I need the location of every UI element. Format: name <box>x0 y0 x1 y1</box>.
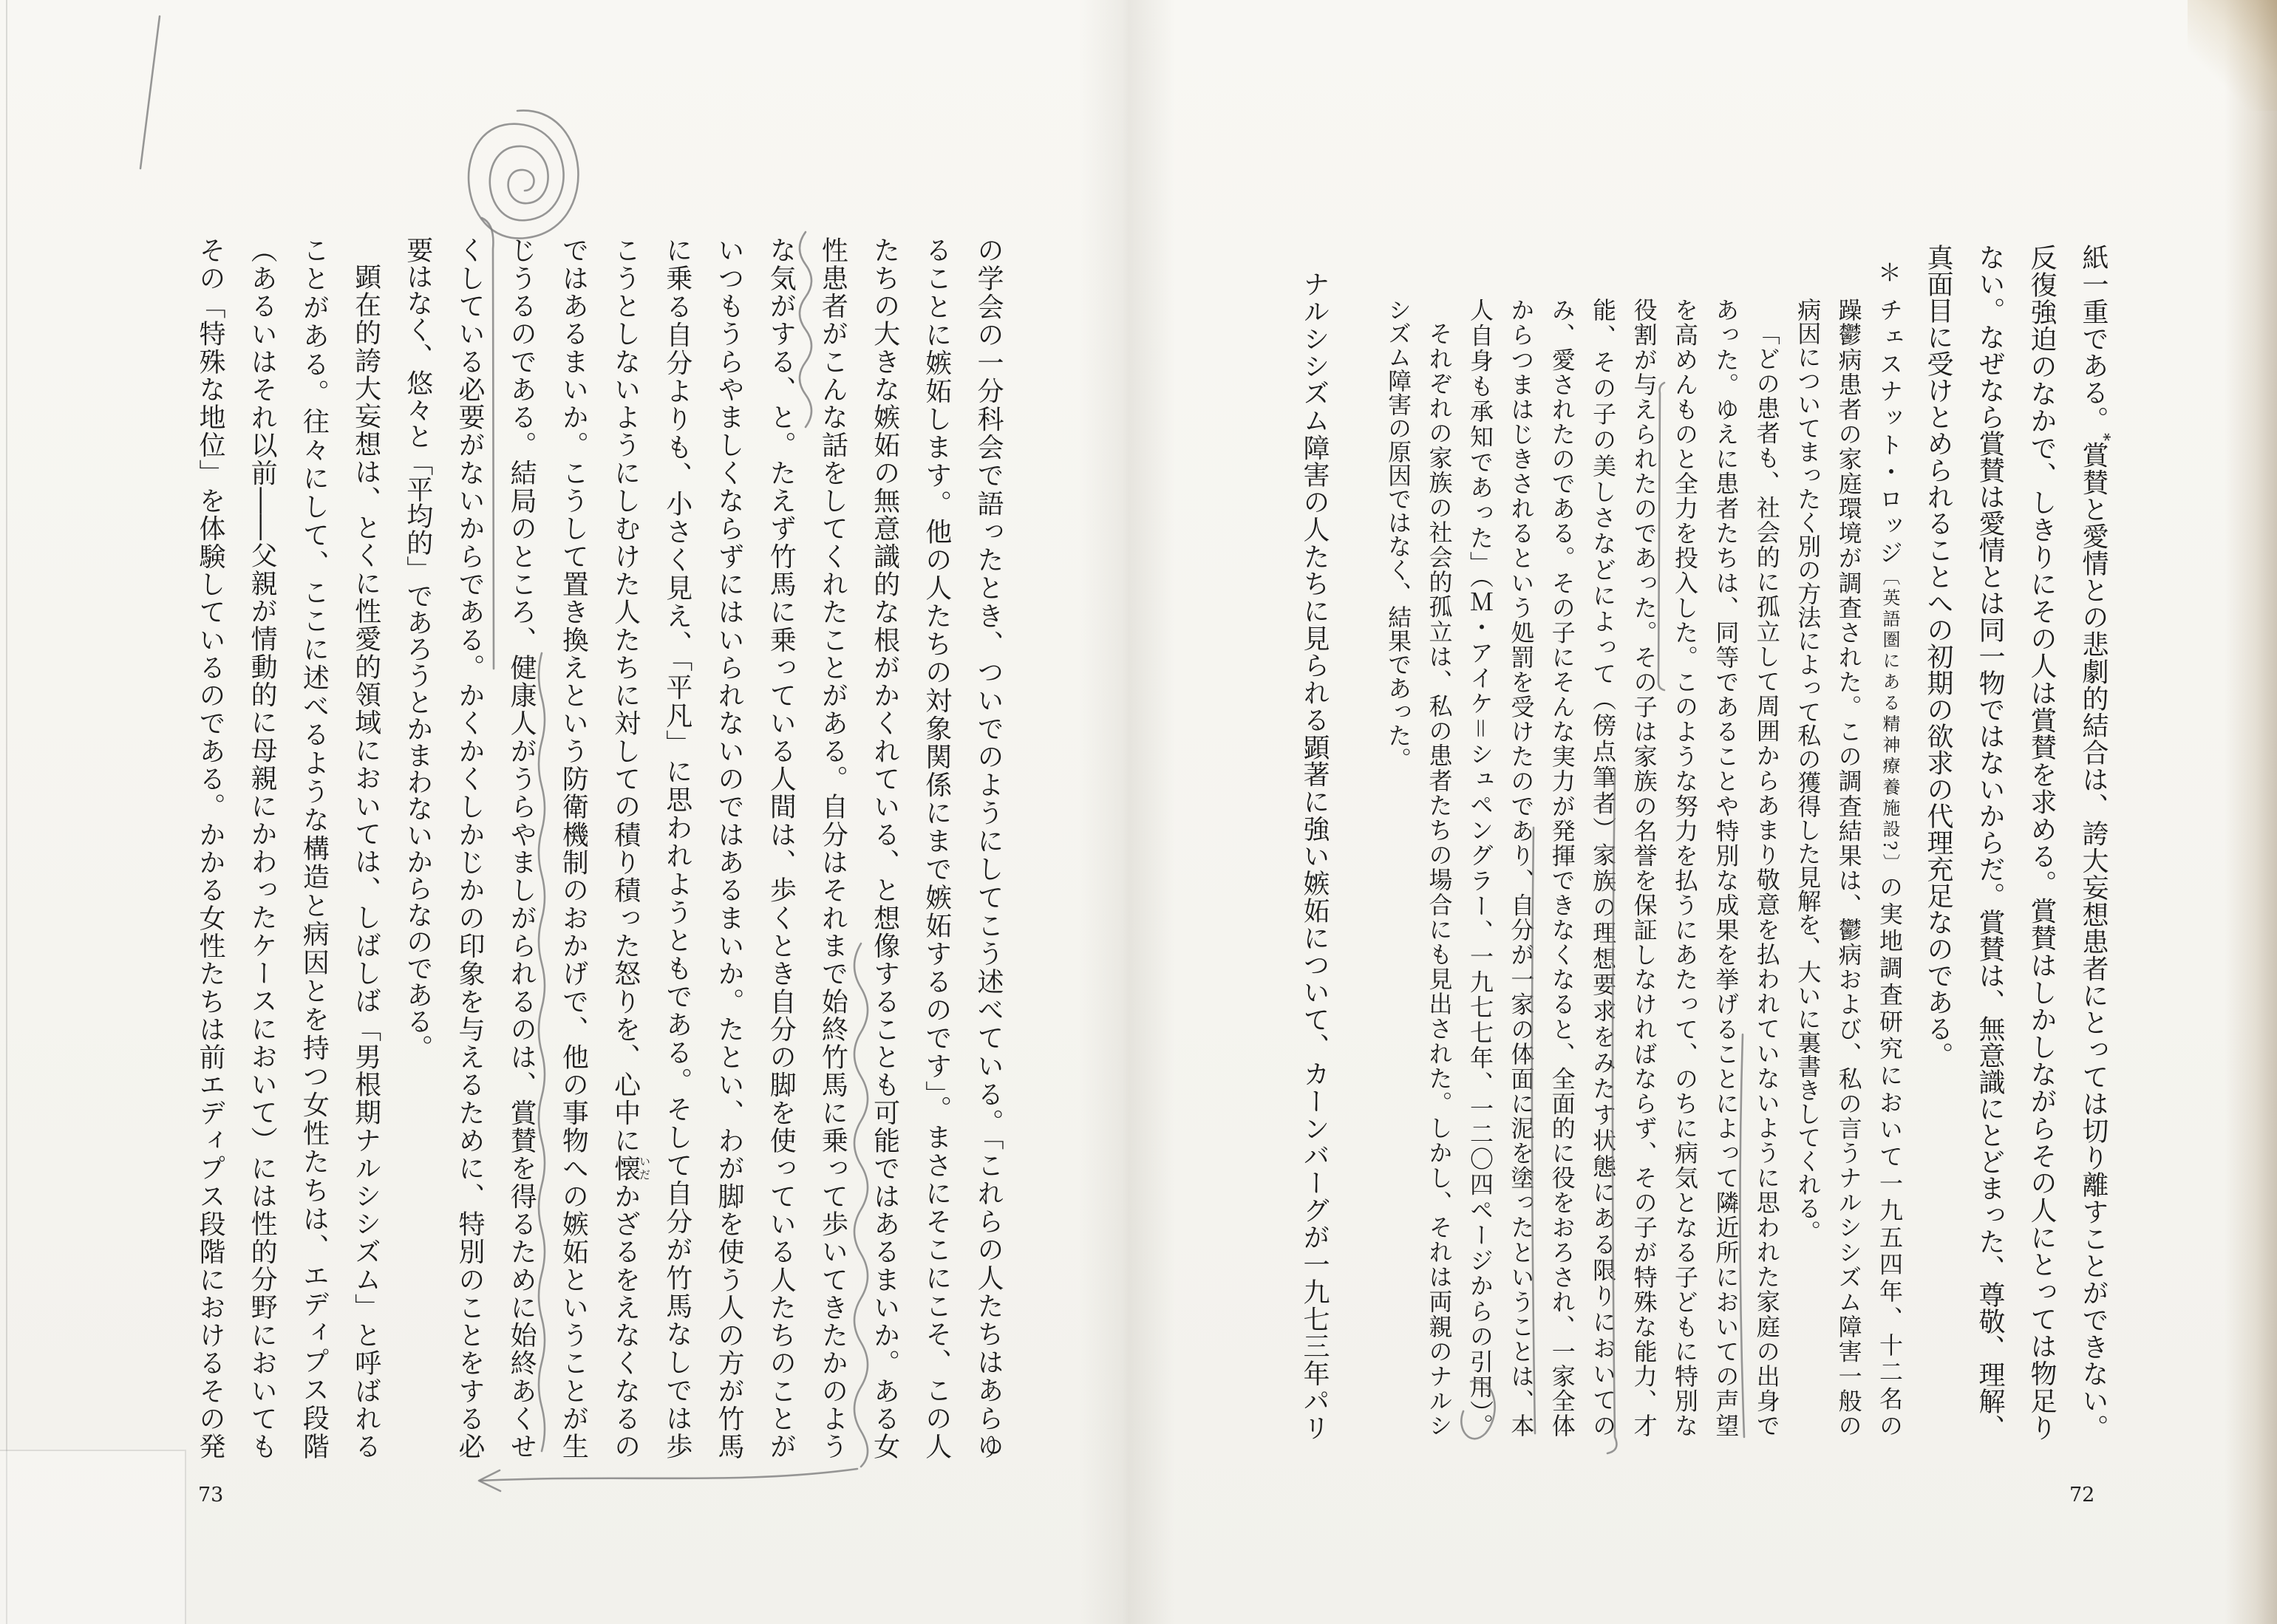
left-page-column-16: その「特殊な地位」を体験しているのである。かかる女性たちは前エディプス段階におけるその発 <box>194 236 225 1459</box>
footnote-column-3: 病因についてまったく別の方法によって私の獲得した見解を、大いに裏書きしてくれる。 <box>1794 298 1822 1243</box>
column-8-before: こうとしないようにしむけた人たちに対しての積り積った怒りを、心中に <box>610 236 641 1155</box>
right-page-column-3: ない。なぜなら賞賛は愛情とは同一物ではないからだ。賞賛は、無意識にとどまった、尊敬、理解、 <box>1975 244 2005 1441</box>
footnote-column-9: み、愛されたのである。その子にそんな実力が発揮できなくなると、全面的に役をおろされ、一家全体 <box>1548 298 1576 1437</box>
left-page-column-6: いつもうらやましくならずにはいられないのではあるまいか。たとい、わが脚を使う人の方が竹馬 <box>713 236 744 1459</box>
spiral-doodle <box>469 111 578 239</box>
arrow-head <box>479 1470 500 1491</box>
left-page-body <box>183 236 1014 1459</box>
ruby-text: いだ <box>638 1154 652 1181</box>
page-corner-fold <box>2188 0 2277 111</box>
left-page-column-5: な気がする、と。たえず竹馬に乗っている人間は、歩くとき自分の脚を使っている人たちのことが <box>766 236 797 1459</box>
column-1-before: 紙一重である。 <box>2078 244 2108 433</box>
page-number-left: 73 <box>198 1484 224 1507</box>
left-page-column-10: じうるのである。結局のところ、健康人がうらやましがられるのは、賞賛を得るために始終あくせ <box>506 236 537 1459</box>
column-1-after: 賞賛と愛情との悲劇的結合は、誇大妄想患者にとっては切り離すことができない。 <box>2078 440 2108 1442</box>
left-page-column-9: ではあるまいか。こうして置き換えという防衛機制のおかげで、他の事物への嫉妬ということが生 <box>558 236 589 1459</box>
margin-stroke <box>140 16 160 168</box>
right-page-closing <box>1288 244 1340 1441</box>
footnote-column-7: 役割が与えられたのであった。その子は家族の名誉を保証しなければならず、その子が特殊な能力、才 <box>1630 298 1658 1437</box>
left-page-column-11: くしている必要がないからである。かくかくしかじかの印象を与えるために、特別のことをする必 <box>454 236 485 1459</box>
footnote-column-12: それぞれの家族の社会的孤立は、私の患者たちの場合にも見出された。しかし、それは両親のナルシ <box>1425 321 1454 1437</box>
translator-note: 〔英語圏にある精神療養施設?〕 <box>1879 567 1900 875</box>
footnote-column-1 <box>1869 298 1910 1437</box>
left-page-column-14: ことがある。往々にして、ここに述べるような構造と病因とを持つ女性たちは、エディプス段階 <box>299 236 330 1459</box>
left-page-column-15: （あるいはそれ以前――父親が情動的に母親にかわったケースにおいて）には性的分野においても <box>247 236 278 1459</box>
footnote-body <box>1377 298 1910 1437</box>
footnote-column-6: を高めんものと全力を投入した。このような努力を払うにあたって、のちに病気となる子どもに特別な <box>1670 298 1699 1437</box>
footnote-column-2: 躁鬱病患者の家庭環境が調査された。この調査結果は、鬱病および、私の言うナルシシズム障害一般の <box>1834 298 1863 1437</box>
footnote-column-1-before: チェスナット・ロッジ <box>1876 298 1904 567</box>
arrow-line <box>480 1469 857 1481</box>
left-page-column-1: の学会の一分科会で語ったとき、ついでのようにしてこう述べている。「これらの人たちはあらゆ <box>973 236 1004 1459</box>
footnote-column-4: 「どの患者も、社会的に孤立して周囲からあまり敬意を払われていないように思われた家庭の出身で <box>1752 321 1781 1438</box>
footnote-column-10: からつまはじきされるという処罰を受けたのであり、自分が一家の体面に泥を塗ったということは、本 <box>1507 298 1536 1437</box>
right-page-column-4: 真面目に受けとめられることへの初期の欲求の代理充足なのである。 <box>1923 244 1953 1068</box>
corner-tab <box>0 1450 186 1624</box>
footnote-column-13: シズム障害の原因ではなく、結果であった。 <box>1384 298 1413 771</box>
right-page-column-2: 反復強迫のなかで、しきりにその人は賞賛を求める。賞賛はしかしながらその人にとっては物足り <box>2026 244 2057 1442</box>
footnote-column-8: 能、その子の美しさなどによって（傍点筆者）家族の理想要求をみたす状態にある限りにおいての <box>1589 298 1618 1437</box>
page-edge-shadow <box>2225 0 2277 1624</box>
ruby-reading <box>610 1154 652 1183</box>
right-page-body <box>1922 244 2128 1441</box>
footnote-marker: ＊ <box>1874 260 1902 284</box>
left-page-column-12: 要はなく、悠々と「平均的」であろうとかまわないからなのである。 <box>402 236 433 1061</box>
left-page-column-8 <box>599 236 650 1459</box>
left-page-column-7: に乗る自分よりも、小さく見え、「平凡」に思われようともである。そして自分が竹馬なしでは歩 <box>661 236 692 1459</box>
left-page-column-3: たちの大きな嫉妬の無意識的な根がかくれている、と想像することも可能ではあるまいか。ある女 <box>869 236 900 1459</box>
left-page-column-2: ることに嫉妬します。他の人たちの対象関係にまで嫉妬するのです」。まさにそこにこそ、この人 <box>921 236 952 1459</box>
column-8-after: かざるをえなくなるの <box>610 1182 641 1460</box>
page-number-right: 72 <box>2069 1484 2095 1507</box>
right-page-column-1 <box>2067 244 2128 1441</box>
right-page-closing-column: ナルシシズム障害の人たちに見られる顕著に強い嫉妬について、カーンバーグが一九七三年パリ <box>1299 270 1330 1441</box>
left-page-column-13: 顕在的誇大妄想は、とくに性愛的領域においては、しばしば「男根期ナルシシズム」と呼ばれる <box>350 263 381 1459</box>
footnote-column-1-after: の実地調査研究において一九五四年、十二名の <box>1876 874 1904 1438</box>
page-edge-line <box>6 0 7 1624</box>
ruby-base: 懐 <box>610 1154 641 1183</box>
footnote-column-11: 人自身も承知であった」（Ｍ・アイケ＝シュペングラー、一九七七年、一二〇四ページからの引用）。 <box>1466 298 1494 1437</box>
binding-gutter <box>1079 0 1175 1624</box>
footnote-column-5: あった。ゆえに患者たちは、同等であることや特別な成果を挙げることによって隣近所においての声望 <box>1712 298 1740 1437</box>
footnote-reference: * <box>2094 432 2112 441</box>
left-page-column-4: 性患者がこんな話をしてくれたことがある。自分はそれまで始終竹馬に乗って歩いてきたかのよう <box>817 236 848 1459</box>
